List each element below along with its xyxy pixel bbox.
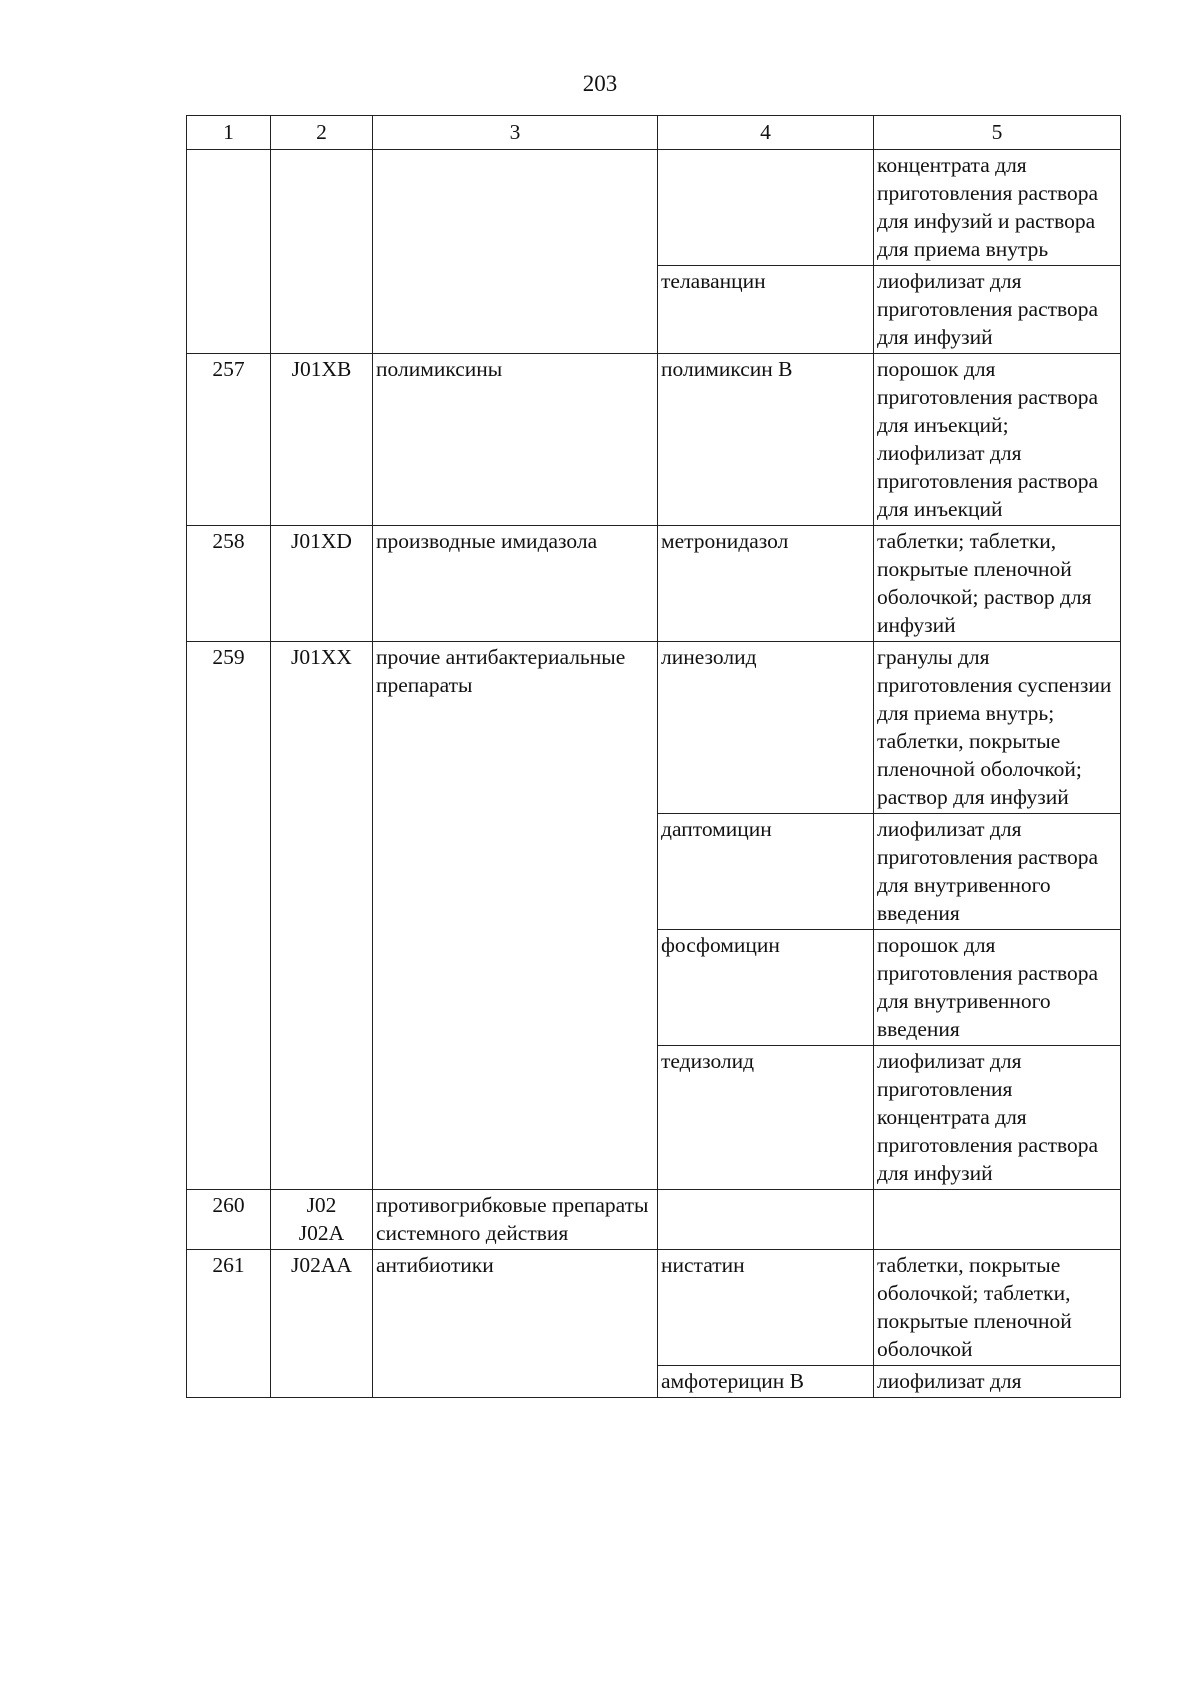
table-row [187, 526, 1121, 642]
row-number-cell: 257 [187, 354, 271, 526]
dosage-form-cell: лиофилизат для приготовления раствора для внутривенного введения [874, 814, 1121, 930]
drug-name-cell: фосфомицин [658, 930, 874, 1046]
group-name-cell: прочие антибактериальные препараты [373, 642, 658, 1190]
dosage-form-cell: порошок для приготовления раствора для инъекций; лиофилизат для приготовления раствора для инъекций [874, 354, 1121, 526]
column-header-1: 1 [187, 116, 271, 150]
drug-name-cell: линезолид [658, 642, 874, 814]
table-row [187, 354, 1121, 526]
column-header-5: 5 [874, 116, 1121, 150]
row-number-cell [187, 150, 271, 354]
group-name-cell: противогрибковые препараты системного действия [373, 1190, 658, 1250]
column-header-2: 2 [271, 116, 373, 150]
atc-code-line: J02A [298, 1221, 345, 1245]
drug-name-cell: метронидазол [658, 526, 874, 642]
column-header-3: 3 [373, 116, 658, 150]
dosage-form-cell: концентрата для приготовления раствора для инфузий и раствора для приема внутрь [874, 150, 1121, 266]
table-row [187, 642, 1121, 814]
atc-code-cell [271, 150, 373, 354]
atc-code-cell: J01XD [271, 526, 373, 642]
table-row [187, 1190, 1121, 1250]
dosage-form-cell: лиофилизат для [874, 1366, 1121, 1398]
row-number-cell: 259 [187, 642, 271, 1190]
atc-code-line: J02 [306, 1193, 337, 1217]
dosage-form-cell: таблетки, покрытые оболочкой; таблетки, покрытые пленочной оболочкой [874, 1250, 1121, 1366]
table-header-row [187, 116, 1121, 150]
drug-name-cell: амфотерицин В [658, 1366, 874, 1398]
atc-code-cell: J01XB [271, 354, 373, 526]
drug-name-cell: нистатин [658, 1250, 874, 1366]
table-row [187, 150, 1121, 266]
row-number-cell: 261 [187, 1250, 271, 1398]
atc-code-cell: J02AA [271, 1250, 373, 1398]
drug-name-cell: даптомицин [658, 814, 874, 930]
group-name-cell [373, 150, 658, 354]
dosage-form-cell: порошок для приготовления раствора для внутривенного введения [874, 930, 1121, 1046]
page-number: 203 [582, 71, 618, 96]
table-row [187, 1250, 1121, 1366]
dosage-form-cell: лиофилизат для приготовления раствора для инфузий [874, 266, 1121, 354]
dosage-form-cell [874, 1190, 1121, 1250]
drug-name-cell [658, 150, 874, 266]
drug-name-cell: телаванцин [658, 266, 874, 354]
drug-table [186, 115, 1121, 1398]
dosage-form-cell: гранулы для приготовления суспензии для приема внутрь; таблетки, покрытые пленочной оболочкой; раствор для инфузий [874, 642, 1121, 814]
row-number-cell: 260 [187, 1190, 271, 1250]
row-number-cell: 258 [187, 526, 271, 642]
drug-name-cell: полимиксин В [658, 354, 874, 526]
dosage-form-cell: лиофилизат для приготовления концентрата для приготовления раствора для инфузий [874, 1046, 1121, 1190]
atc-code-cell [271, 1190, 373, 1250]
group-name-cell: полимиксины [373, 354, 658, 526]
drug-name-cell [658, 1190, 874, 1250]
group-name-cell: производные имидазола [373, 526, 658, 642]
column-header-4: 4 [658, 116, 874, 150]
drug-name-cell: тедизолид [658, 1046, 874, 1190]
atc-code-cell: J01XX [271, 642, 373, 1190]
group-name-cell: антибиотики [373, 1250, 658, 1398]
dosage-form-cell: таблетки; таблетки, покрытые пленочной оболочкой; раствор для инфузий [874, 526, 1121, 642]
